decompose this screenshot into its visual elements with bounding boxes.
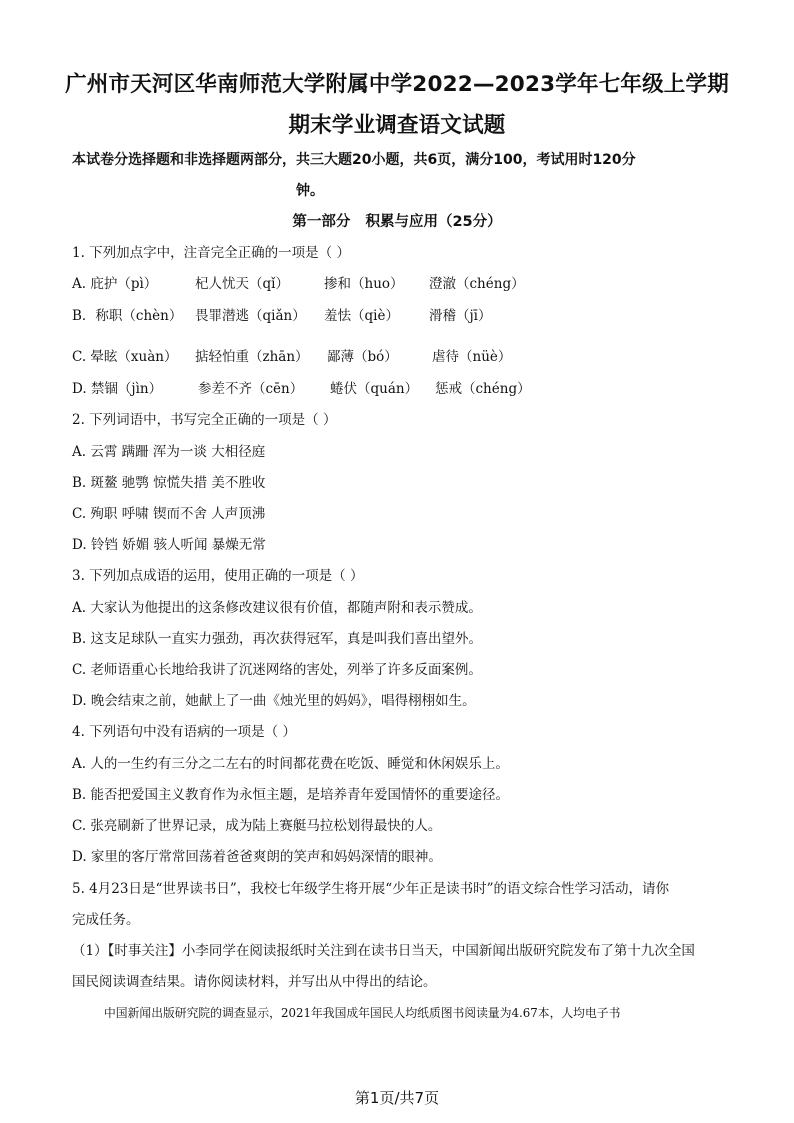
option-term: 滑稽（jī）	[429, 308, 492, 324]
question-4-option-d: D. 家里的客厅常常回荡着爸爸爽朗的笑声和妈妈深情的眼神。	[72, 849, 442, 865]
exam-instructions-line2: 钟。	[296, 183, 324, 199]
option-term: 掺和（huo）	[324, 276, 404, 292]
option-term: C. 晕眩（xuàn）	[72, 349, 178, 365]
option-term: 杞人忧天（qǐ）	[195, 276, 289, 292]
question-5-subtask-1: （1）【时事关注】小李同学在阅读报纸时关注到在读书日当天，中国新闻出版研究院发布了第十九次全国	[72, 943, 695, 959]
question-2-option-b: B. 斑鳌 驰鹗 惊慌失措 美不胜收	[72, 475, 266, 491]
question-2-option-a: A. 云霄 蹒跚 浑为一谈 大相径庭	[72, 444, 266, 460]
question-2-stem: 2. 下列词语中，书写完全正确的一项是（ ）	[72, 412, 337, 428]
option-term: 惩戒（chéng）	[435, 381, 531, 397]
question-4-option-c: C. 张亮刷新了世界记录，成为陆上赛艇马拉松划得最快的人。	[72, 818, 442, 834]
question-1-stem: 1. 下列加点字中，注音完全正确的一项是（ ）	[72, 245, 350, 261]
question-2-option-d: D. 铃铛 娇媚 骇人听闻 暴燥无常	[72, 537, 266, 553]
page-title: 广州市天河区华南师范大学附属中学2022—2023学年七年级上学期	[65, 72, 729, 97]
option-term: A. 庇护（pì）	[72, 276, 158, 292]
option-term: 鄙薄（bó）	[327, 349, 398, 365]
section-heading: 第一部分 积累与应用（25分）	[292, 214, 502, 230]
question-5-stem-cont: 完成任务。	[72, 912, 140, 928]
question-3-option-c: C. 老师语重心长地给我讲了沉迷网络的害处，列举了许多反面案例。	[72, 662, 482, 678]
question-5-subtask-1-cont: 国民阅读调查结果。请你阅读材料，并写出从中得出的结论。	[72, 974, 437, 990]
exam-instructions-line1: 本试卷分选择题和非选择题两部分，共三大题20小题，共6页，满分100，考试用时120分	[72, 152, 636, 168]
question-4-option-a: A. 人的一生约有三分之二左右的时间都花费在吃饭、睡觉和休闲娱乐上。	[72, 756, 509, 772]
option-term: 参差不齐（cēn）	[198, 381, 304, 397]
question-3-option-d: D. 晚会结束之前，她献上了一曲《烛光里的妈妈》，唱得栩栩如生。	[72, 693, 476, 709]
question-5-stem: 5. 4月23日是“世界读书日”，我校七年级学生将开展“少年正是读书时”的语文综合性学习活动，请你	[72, 881, 670, 897]
question-4-stem: 4. 下列语句中没有语病的一项是（ ）	[72, 724, 296, 740]
question-4-option-b: B. 能否把爱国主义教育作为永恒主题，是培养青年爱国情怀的重要途径。	[72, 787, 510, 803]
option-term: 羞怯（qiè）	[324, 308, 399, 324]
option-term: 蜷伏（quán）	[330, 381, 419, 397]
option-term: 掂轻怕重（zhān）	[195, 349, 309, 365]
option-term: 澄澈（chéng）	[429, 276, 525, 292]
reading-material: 中国新闻出版研究院的调查显示，2021年我国成年国民人均纸质图书阅读量为4.67本，人均电子书	[104, 1006, 621, 1020]
page-subtitle: 期末学业调查语文试题	[288, 113, 506, 138]
page-number: 第1页/共7页	[354, 1089, 440, 1107]
question-3-stem: 3. 下列加点成语的运用，使用正确的一项是（ ）	[72, 568, 364, 584]
question-2-option-c: C. 殉职 呼啸 锲而不舍 人声顶沸	[72, 506, 266, 522]
option-term: 畏罪潜逃（qiǎn）	[195, 308, 306, 324]
question-3-option-b: B. 这支足球队一直实力强劲，再次获得冠军，真是叫我们喜出望外。	[72, 631, 483, 647]
option-term: 虐待（nüè）	[432, 349, 512, 365]
question-3-option-a: A. 大家认为他提出的这条修改建议很有价值，都随声附和表示赞成。	[72, 600, 482, 616]
option-term: D. 禁锢（jìn）	[72, 381, 163, 397]
option-term: B．称职（chèn）	[72, 308, 183, 324]
